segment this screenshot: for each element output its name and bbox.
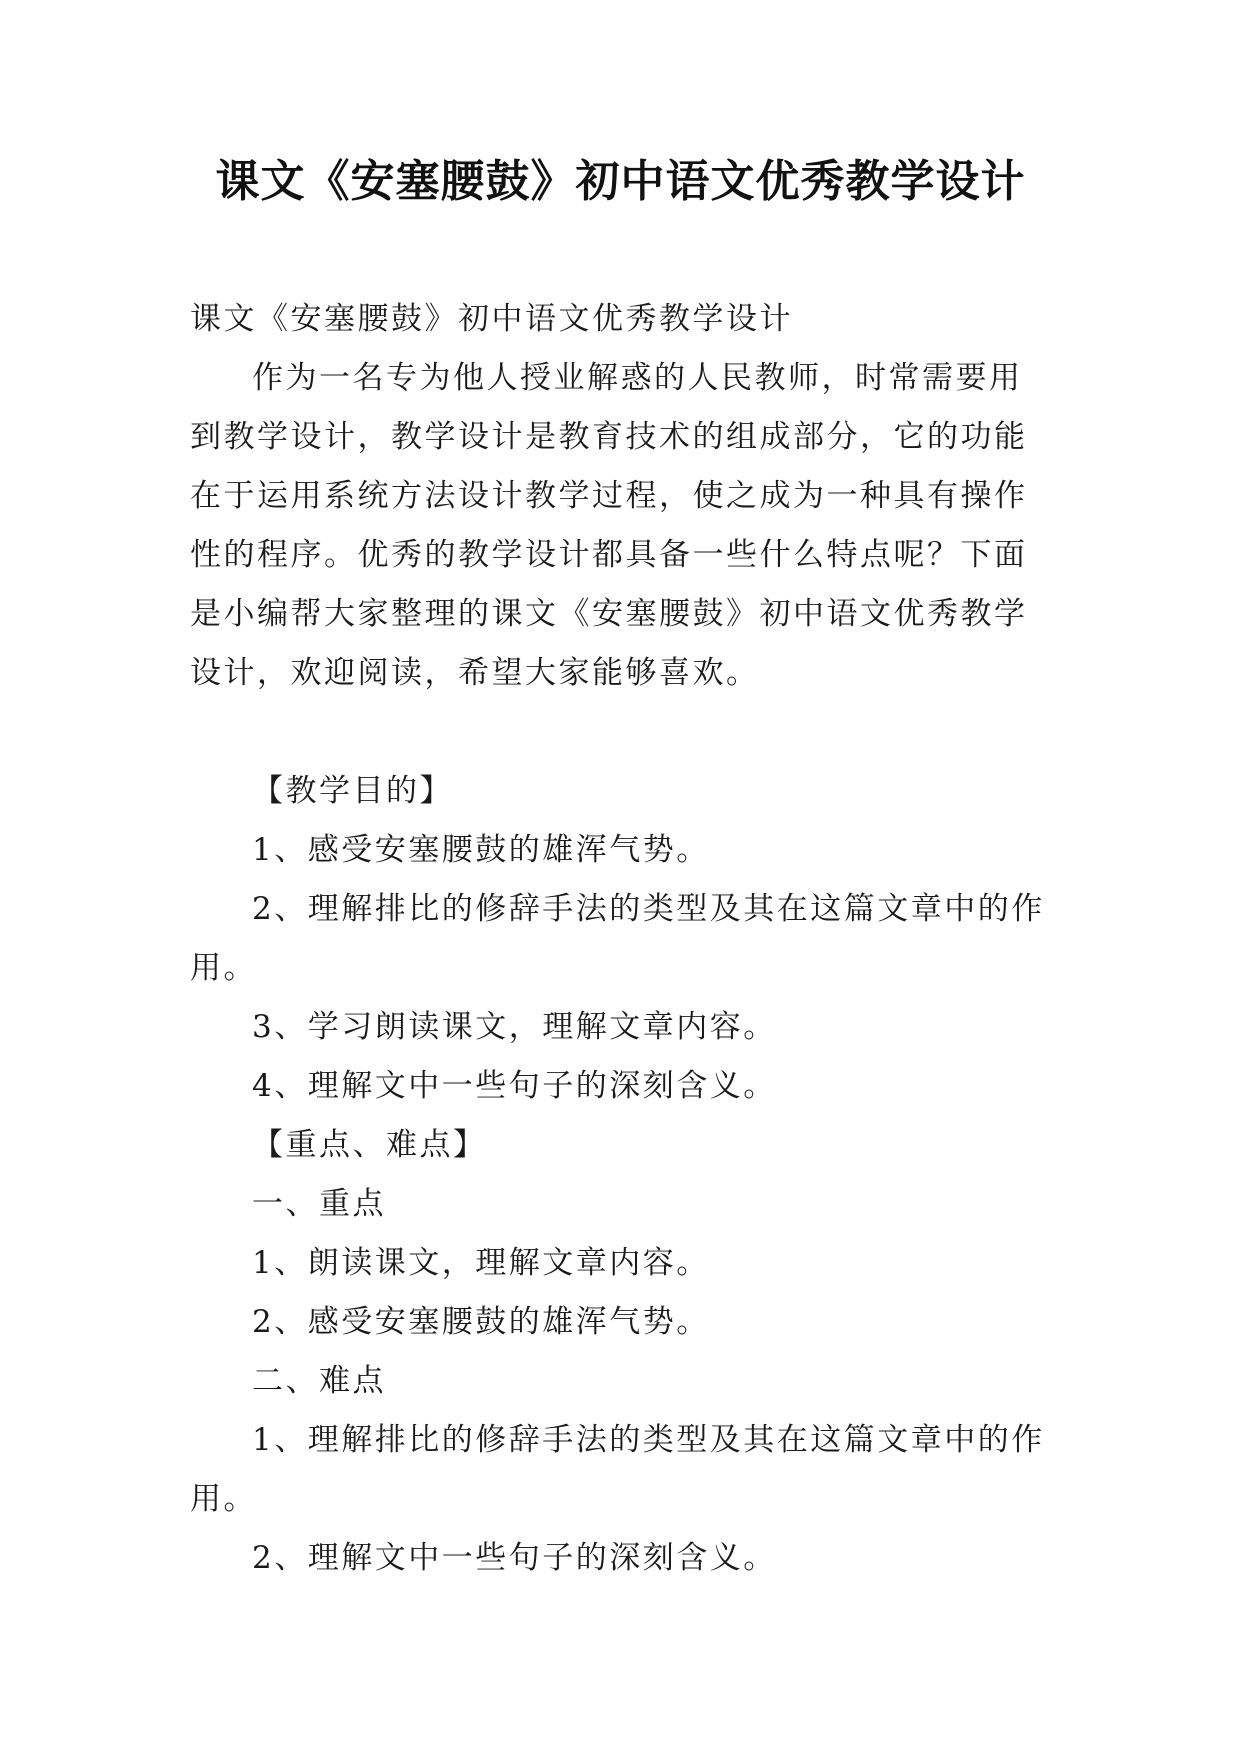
key-difficult-heading: 【重点、难点】	[252, 1127, 487, 1163]
document-subtitle: 课文《安塞腰鼓》初中语文优秀教学设计	[190, 301, 793, 337]
paragraph-spacer	[190, 703, 1048, 762]
document-title: 课文《安塞腰鼓》初中语文优秀教学设计	[215, 156, 1026, 207]
goal-item: 4、理解文中一些句子的深刻含义。	[252, 1068, 777, 1104]
difficult-points-subheading: 二、难点	[252, 1363, 386, 1399]
key-point-item: 1、朗读课文，理解文章内容。	[252, 1245, 710, 1281]
goal-item: 3、学习朗读课文，理解文章内容。	[252, 1009, 777, 1045]
key-point-item: 2、感受安塞腰鼓的雄浑气势。	[252, 1304, 710, 1340]
difficult-point-item: 1、理解排比的修辞手法的类型及其在这篇文章中的作用。	[190, 1422, 1045, 1517]
document-body	[190, 290, 1048, 1588]
goal-item: 1、感受安塞腰鼓的雄浑气势。	[252, 832, 710, 868]
difficult-point-item: 2、理解文中一些句子的深刻含义。	[252, 1540, 777, 1576]
goals-heading: 【教学目的】	[252, 773, 453, 809]
goal-item: 2、理解排比的修辞手法的类型及其在这篇文章中的作用。	[190, 891, 1045, 986]
intro-paragraph: 作为一名专为他人授业解惑的人民教师，时常需要用到教学设计，教学设计是教育技术的组成部分，它的功能在于运用系统方法设计教学过程，使之成为一种具有操作性的程序。优秀的教学设计都具备一些什么特点呢？下面是小编帮大家整理的课文《安塞腰鼓》初中语文优秀教学设计，欢迎阅读，希望大家能够喜欢。	[190, 360, 1028, 691]
key-points-subheading: 一、重点	[252, 1186, 386, 1222]
